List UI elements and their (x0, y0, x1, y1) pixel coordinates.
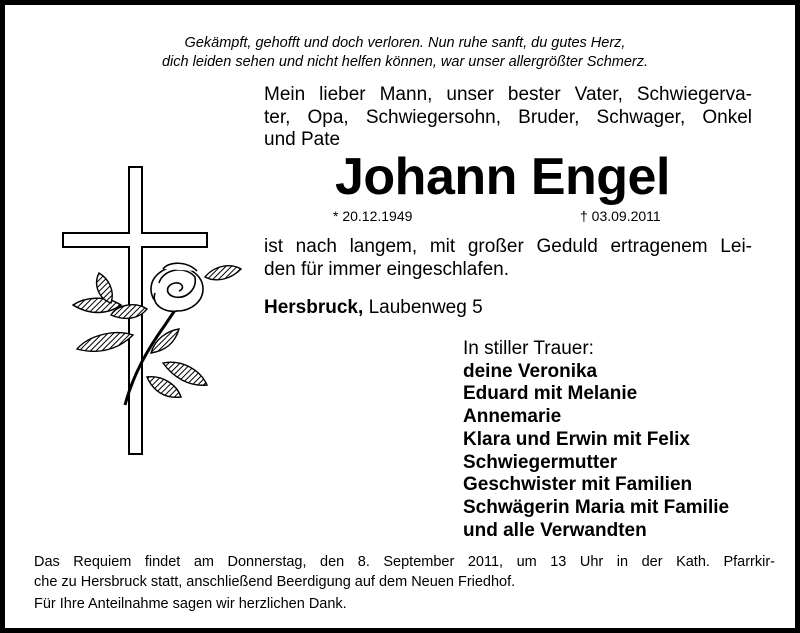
intro-text (264, 84, 752, 152)
birth-date: * 20.12.1949 (333, 208, 413, 224)
mourner-item: Schwägerin Maria mit Familie (463, 496, 730, 518)
address (264, 297, 483, 319)
mourner-item: Eduard mit Melanie (463, 383, 638, 405)
thanks-text: Für Ihre Anteilnahme sagen wir herzlichen Dank. (34, 596, 347, 612)
address-street: Laubenweg 5 (368, 297, 483, 318)
mourners-block (463, 338, 729, 542)
funeral-notice (34, 553, 775, 592)
intro-line-1: Mein lieber Mann, unser bester Vater, Schwiegerva- (264, 84, 752, 105)
intro-line-3: und Pate (264, 129, 341, 150)
cross-with-rose-icon (55, 165, 255, 465)
passed-line-2: den für immer eingeschlafen. (264, 259, 510, 280)
mourner-item: und alle Verwandten (463, 519, 647, 541)
deceased-name: Johann Engel (335, 148, 670, 206)
passed-line-1: ist nach langem, mit großer Geduld ertragenem Lei- (264, 236, 752, 257)
mourner-item: Annemarie (463, 406, 562, 428)
death-date: † 03.09.2011 (580, 208, 661, 224)
notice-line-2: che zu Hersbruck statt, anschließend Beerdigung auf dem Neuen Friedhof. (34, 573, 516, 590)
mourners-lead: In stiller Trauer: (463, 338, 594, 359)
mourner-item: deine Veronika (463, 360, 598, 382)
motto-line-1: Gekämpft, gehofft und doch verloren. Nun ruhe sanft, du gutes Herz, (184, 35, 626, 51)
mourner-item: Schwiegermutter (463, 451, 618, 473)
motto (65, 34, 745, 72)
intro-line-2: ter, Opa, Schwiegersohn, Bruder, Schwager, Onkel (264, 106, 752, 128)
address-town: Hersbruck, (264, 297, 364, 318)
mourner-item: Geschwister mit Familien (463, 474, 693, 496)
notice-line-1: Das Requiem findet am Donnerstag, den 8. September 2011, um 13 Uhr in der Kath. Pfarrkir- (34, 554, 775, 570)
motto-line-2: dich leiden sehen und nicht helfen können, war unser allergrößter Schmerz. (161, 54, 649, 70)
passed-text (264, 235, 752, 281)
mourner-item: Klara und Erwin mit Felix (463, 428, 690, 450)
